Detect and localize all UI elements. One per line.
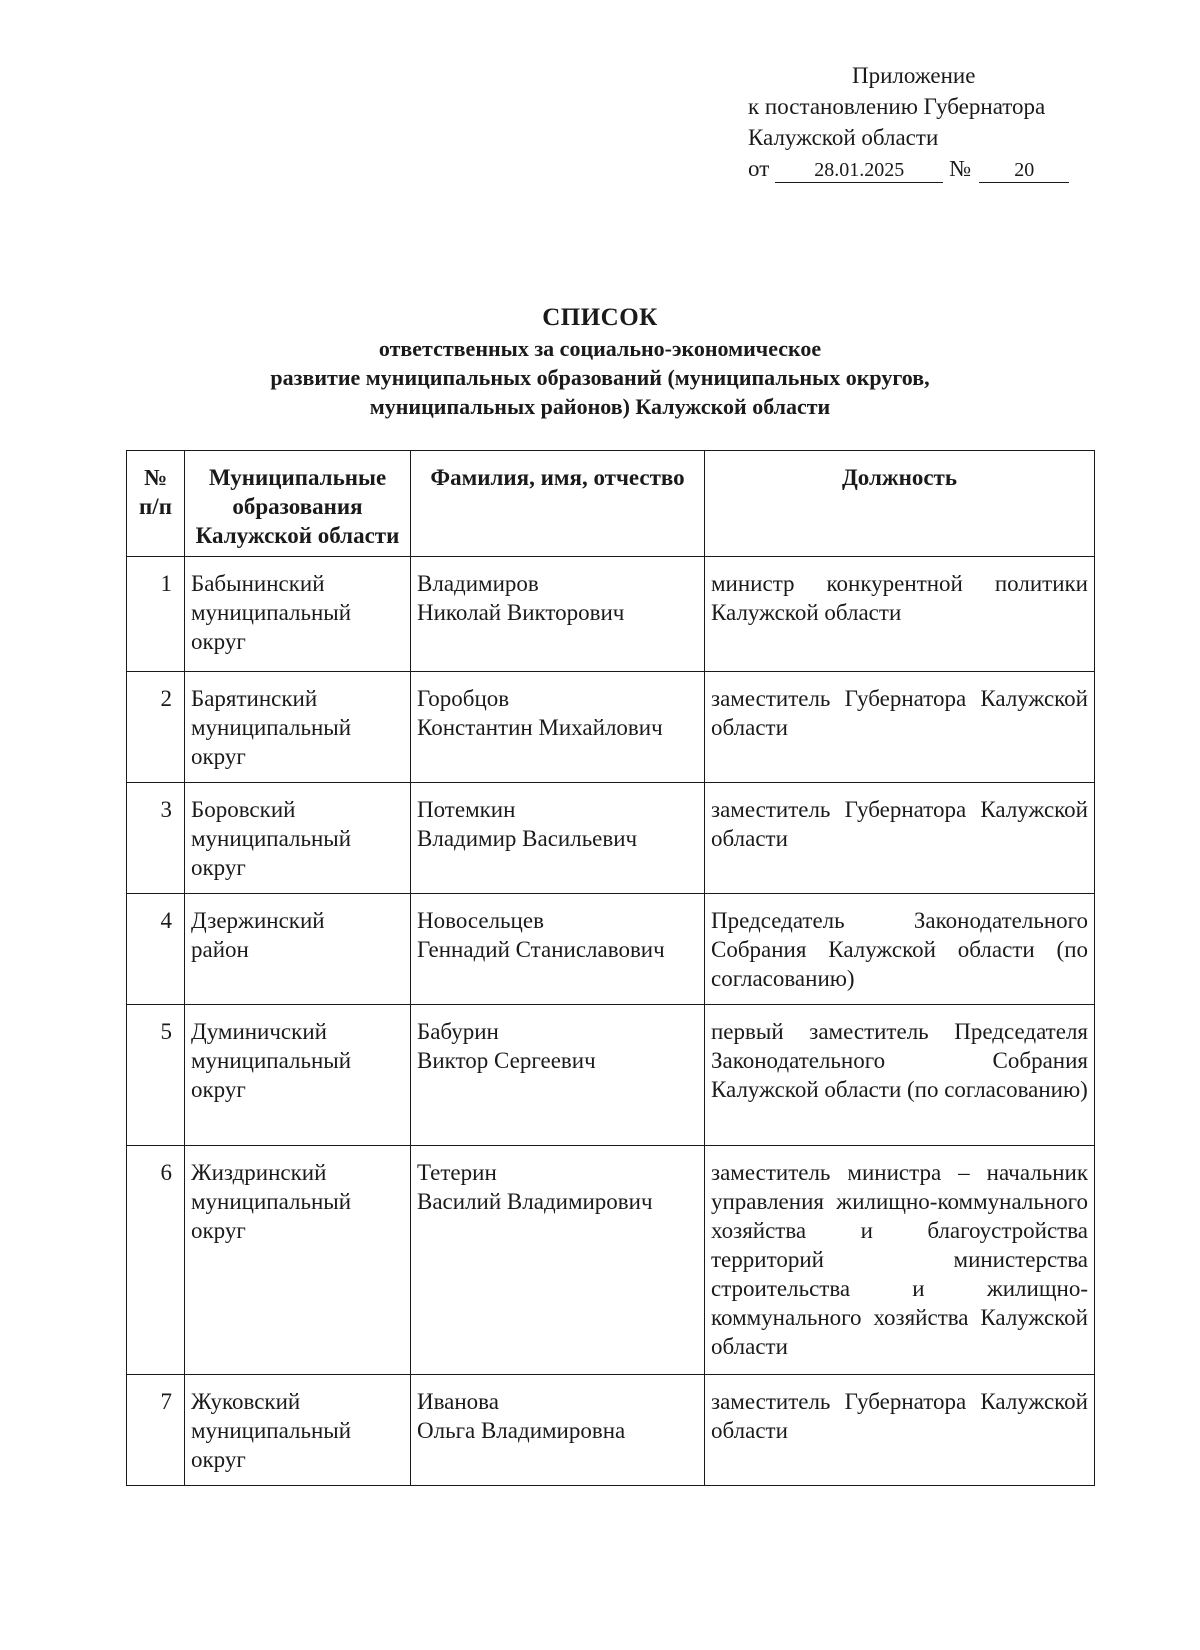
- title-line-3: муниципальных районов) Калужской области: [369, 394, 831, 419]
- municipality-type: муниципальный: [191, 1418, 352, 1443]
- municipality-type: муниципальный: [191, 1189, 352, 1214]
- header-number-label: п/п: [139, 494, 172, 519]
- row-position: заместитель Губернатора Калужской области: [705, 1375, 1095, 1486]
- person-surname: Бабурин: [417, 1019, 499, 1044]
- municipality-name: Боровский: [191, 797, 296, 822]
- row-municipality: [185, 1375, 411, 1486]
- title-main: СПИСОК: [542, 304, 658, 331]
- responsible-persons-table: [126, 450, 1095, 1486]
- row-municipality: [185, 1146, 411, 1375]
- person-name: Виктор Сергеевич: [417, 1048, 596, 1073]
- municipality-kind: округ: [191, 744, 246, 769]
- row-number: 4: [127, 894, 185, 1005]
- resolution-number: 20: [979, 158, 1069, 183]
- row-fio: [411, 1375, 705, 1486]
- row-number: 1: [127, 557, 185, 672]
- appendix-label: Приложение: [852, 63, 976, 88]
- municipality-name: Барятинский: [191, 686, 318, 711]
- municipality-name: Бабынинский: [191, 571, 325, 596]
- municipality-kind: округ: [191, 1218, 246, 1243]
- person-name: Константин Михайлович: [417, 715, 663, 740]
- municipality-type: муниципальный: [191, 826, 352, 851]
- table-row: [127, 1146, 1095, 1375]
- table-header-row: [127, 451, 1095, 557]
- header-municipality: Муниципальные образования Калужской области: [185, 451, 411, 557]
- row-municipality: [185, 557, 411, 672]
- municipality-kind: округ: [191, 855, 246, 880]
- row-position: заместитель министра – начальник управления жилищно-коммунального хозяйства и благоустройства территорий министерства строительства и жилищно-коммунального хозяйства Калужской области: [705, 1146, 1095, 1375]
- table-row: [127, 1375, 1095, 1486]
- header-fio: Фамилия, имя, отчество: [411, 451, 705, 557]
- resolution-reference: к постановлению Губернатора: [748, 94, 1046, 119]
- table-row: [127, 557, 1095, 672]
- row-position: министр конкурентной политики Калужской области: [705, 557, 1095, 672]
- person-name: Владимир Васильевич: [417, 826, 638, 851]
- person-surname: Потемкин: [417, 797, 516, 822]
- document-title: [0, 302, 1200, 421]
- row-municipality: [185, 1005, 411, 1146]
- row-number: 7: [127, 1375, 185, 1486]
- row-fio: [411, 1146, 705, 1375]
- person-surname: Иванова: [417, 1389, 499, 1414]
- appendix-header: [748, 60, 1088, 184]
- row-number: 5: [127, 1005, 185, 1146]
- person-name: Василий Владимирович: [417, 1189, 653, 1214]
- title-line-2: развитие муниципальных образований (муниципальных округов,: [270, 365, 930, 390]
- municipality-name: Жиздринский: [191, 1160, 327, 1185]
- header-number: [127, 451, 185, 557]
- person-surname: Тетерин: [417, 1160, 497, 1185]
- row-fio: [411, 557, 705, 672]
- row-fio: [411, 672, 705, 783]
- header-position: Должность: [705, 451, 1095, 557]
- row-number: 3: [127, 783, 185, 894]
- row-fio: [411, 894, 705, 1005]
- municipality-kind: округ: [191, 1077, 246, 1102]
- title-line-1: ответственных за социально-экономическое: [378, 336, 822, 361]
- person-surname: Горобцов: [417, 686, 510, 711]
- row-fio: [411, 1005, 705, 1146]
- number-sign: №: [949, 156, 972, 181]
- header-number-sign: №: [143, 465, 168, 490]
- person-name: Ольга Владимировна: [417, 1418, 626, 1443]
- municipality-name: Дзержинский: [191, 908, 325, 933]
- table-row: [127, 672, 1095, 783]
- row-position: первый заместитель Председателя Законодательного Собрания Калужской области (по согласованию): [705, 1005, 1095, 1146]
- municipality-kind: округ: [191, 1447, 246, 1472]
- resolution-date: 28.01.2025: [775, 158, 943, 183]
- table-row: [127, 1005, 1095, 1146]
- municipality-type: муниципальный: [191, 715, 352, 740]
- person-name: Николай Викторович: [417, 600, 625, 625]
- row-fio: [411, 783, 705, 894]
- municipality-type: район: [191, 937, 249, 962]
- table-row: [127, 783, 1095, 894]
- row-position: заместитель Губернатора Калужской области: [705, 672, 1095, 783]
- date-prefix: от: [748, 156, 770, 181]
- date-number-line: [748, 153, 1088, 184]
- person-name: Геннадий Станиславович: [417, 937, 665, 962]
- row-position: заместитель Губернатора Калужской области: [705, 783, 1095, 894]
- municipality-kind: округ: [191, 629, 246, 654]
- person-surname: Новосельцев: [417, 908, 544, 933]
- table-row: [127, 894, 1095, 1005]
- municipality-name: Думиничский: [191, 1019, 327, 1044]
- municipality-type: муниципальный: [191, 600, 352, 625]
- row-number: 6: [127, 1146, 185, 1375]
- row-municipality: [185, 672, 411, 783]
- row-municipality: [185, 894, 411, 1005]
- region-name: Калужской области: [748, 125, 939, 150]
- row-number: 2: [127, 672, 185, 783]
- row-position: Председатель Законодательного Собрания Калужской области (по согласованию): [705, 894, 1095, 1005]
- municipality-name: Жуковский: [191, 1389, 301, 1414]
- row-municipality: [185, 783, 411, 894]
- municipality-type: муниципальный: [191, 1048, 352, 1073]
- person-surname: Владимиров: [417, 571, 539, 596]
